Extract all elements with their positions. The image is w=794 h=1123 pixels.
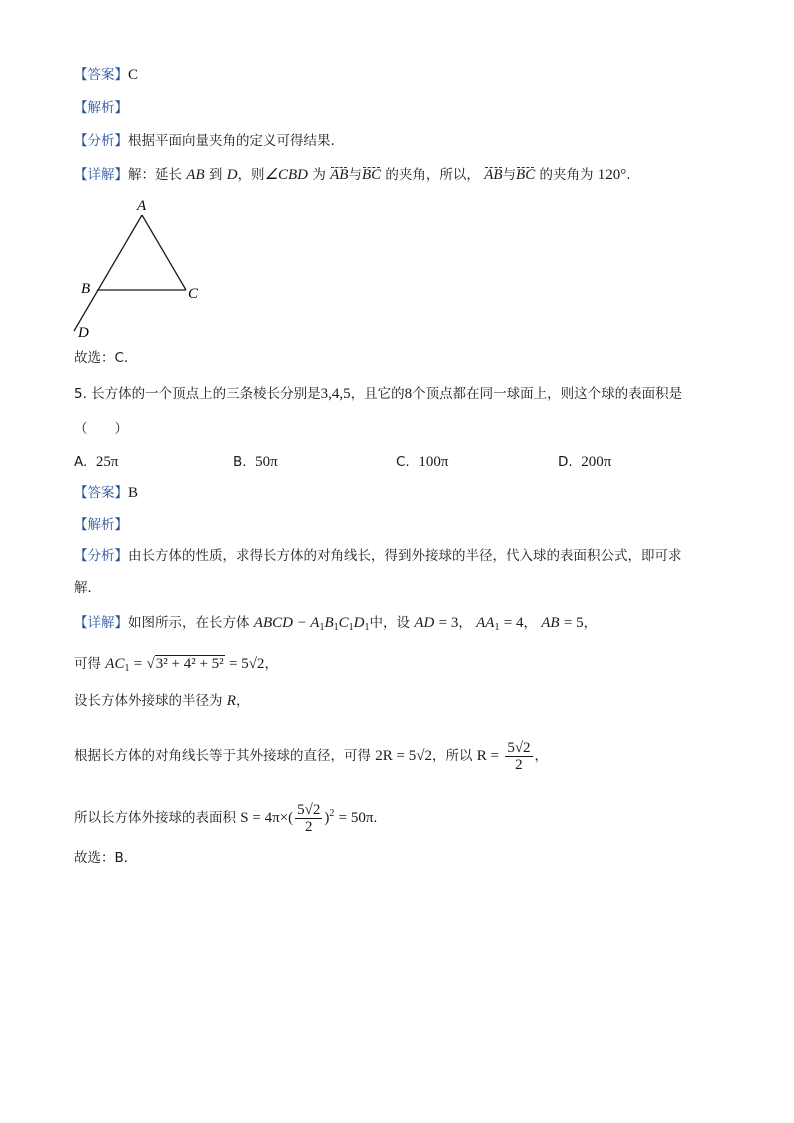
- surface-area-expr: S = 4π×(: [240, 810, 294, 826]
- subscript: 1: [319, 622, 325, 633]
- fenxi-tag: 【分析】: [74, 548, 128, 564]
- xiangjie-text: 与: [348, 167, 362, 183]
- exponent: 2: [329, 808, 335, 819]
- q4-fenxi-line: [74, 132, 335, 150]
- edge-ad: AD: [414, 615, 435, 631]
- xiangjie-text: 所以长方体外接球的表面积: [74, 810, 236, 826]
- box-name: [254, 615, 370, 631]
- option-a: [74, 453, 118, 471]
- punct: ，: [458, 615, 472, 631]
- edge-ab-value: = 5: [563, 615, 584, 631]
- q5-xiangjie-line3: [74, 692, 249, 710]
- q5-analysis-heading: [74, 516, 128, 534]
- xiangjie-text: 为: [312, 167, 326, 183]
- vector-ab: AB: [484, 167, 503, 183]
- q5-xiangjie-line1: [74, 614, 597, 637]
- label-c: C: [188, 286, 199, 302]
- xiangjie-text: ，则: [237, 167, 265, 183]
- vector-bc: BC: [516, 167, 536, 183]
- option-label: D.: [558, 454, 573, 470]
- punct: ，: [264, 656, 278, 672]
- equals: =: [133, 656, 143, 672]
- box-b: B: [324, 615, 334, 631]
- option-label: B.: [233, 454, 247, 470]
- subscript: 1: [333, 622, 339, 633]
- surface-area-result: = 50π: [338, 810, 374, 826]
- option-b: [233, 453, 278, 471]
- option-value: 100π: [418, 454, 449, 470]
- subscript: 1: [494, 622, 500, 633]
- xiangjie-text: 的夹角，所以，: [385, 167, 480, 183]
- radius-fraction: [505, 740, 532, 773]
- diameter-equation: 2R = 5√2: [375, 748, 432, 764]
- option-label: A.: [74, 454, 88, 470]
- option-value: 200π: [581, 454, 612, 470]
- xiangjie-text: 根据长方体的对角线长等于其外接球的直径，可得: [74, 748, 371, 764]
- line-a-c: [142, 215, 186, 290]
- vector-ab: AB: [330, 167, 349, 183]
- xiangjie-text: ，所以: [432, 748, 473, 764]
- xiangjie-text: .: [626, 167, 631, 183]
- box-abcd: ABCD − A: [253, 615, 320, 631]
- xiangjie-text: 到: [208, 167, 223, 183]
- q5-answer-line: [74, 484, 138, 502]
- fraction-denominator: 2: [305, 818, 313, 835]
- q4-xiangjie-line: [74, 166, 631, 184]
- stem-text: 5. 长方体的一个顶点上的三条棱长分别是: [74, 386, 321, 402]
- xiangjie-text: 中，设: [369, 615, 411, 631]
- analysis-tag: 【解析】: [74, 517, 128, 533]
- q4-conclusion: 故选：C．: [74, 350, 138, 366]
- fenxi-tag: 【分析】: [74, 133, 128, 149]
- q5-paren: （ ）: [74, 421, 128, 437]
- answer-tag: 【答案】: [74, 485, 128, 501]
- radical: √3² + 4² + 5²: [146, 656, 224, 672]
- analysis-tag: 【解析】: [74, 100, 128, 116]
- edge-ad-value: = 3: [438, 615, 459, 631]
- answer-value: B: [128, 485, 139, 501]
- q5-fenxi-line2: 解．: [74, 580, 101, 596]
- diagonal-ac1: AC: [105, 656, 125, 672]
- angle-value: 120°: [597, 167, 627, 183]
- punct: ，: [235, 693, 250, 709]
- label-a: A: [137, 198, 147, 214]
- line-a-d: [74, 215, 142, 331]
- label-b: B: [81, 281, 91, 297]
- edge-aa1: AA: [476, 615, 495, 631]
- box-c: C: [338, 615, 349, 631]
- xiangjie-tag: 【详解】: [74, 615, 128, 631]
- option-d: [558, 453, 611, 471]
- triangle-figure: [60, 195, 220, 345]
- q5-fenxi-line1: [74, 547, 682, 565]
- xiangjie-text: 与: [502, 167, 517, 183]
- subscript: 1: [364, 622, 370, 633]
- subscript: 1: [348, 622, 354, 633]
- q5-xiangjie-line4: [74, 738, 548, 774]
- q5-stem-line1: [74, 385, 682, 403]
- fenxi-text: 由长方体的性质，求得长方体的对角线长，得到外接球的半径，代入球的表面积公式，即可求: [128, 548, 682, 564]
- answer-tag: 【答案】: [74, 67, 128, 83]
- q5-xiangjie-line2: [74, 655, 278, 678]
- option-value: 50π: [255, 454, 278, 470]
- edge-lengths: 3,4,5: [320, 386, 351, 402]
- vertex-count: 8: [404, 386, 413, 402]
- stem-text: ，且它的: [350, 386, 405, 402]
- point-d: D: [226, 167, 238, 183]
- fraction-numerator: 5√2: [507, 739, 531, 756]
- fraction-denominator: 2: [515, 756, 523, 773]
- punct: ，: [523, 615, 537, 631]
- edge-ab: AB: [541, 615, 560, 631]
- xiangjie-text: 可得: [74, 656, 101, 672]
- edge-aa1-value: = 4: [503, 615, 524, 631]
- angle-cbd: ∠CBD: [264, 167, 309, 183]
- segment-ab: AB: [186, 167, 205, 183]
- xiangjie-tag: 【详解】: [74, 167, 128, 183]
- q4-answer-line: [74, 66, 138, 84]
- xiangjie-text: 的夹角为: [539, 167, 594, 183]
- q5-xiangjie-line5: 所以长方体外接球的表面积 S = 4π×( $\frac{5√2}{2}$ )$^2$ = 50π.: [74, 801, 378, 835]
- punct: ，: [534, 748, 549, 764]
- option-label: C.: [396, 454, 410, 470]
- surface-area-fraction: [295, 802, 322, 835]
- box-d: D: [353, 615, 365, 631]
- xiangjie-text: 设长方体外接球的半径为: [74, 693, 223, 709]
- option-c: [396, 453, 448, 471]
- subscript: 1: [124, 663, 130, 674]
- label-d: D: [78, 325, 89, 341]
- answer-value: C: [128, 67, 139, 83]
- close-paren: ): [324, 810, 330, 826]
- radicand: 3² + 4² + 5²: [155, 656, 224, 672]
- option-value: 25π: [95, 454, 119, 470]
- vector-bc: BC: [361, 167, 382, 183]
- fenxi-text: 根据平面向量夹角的定义可得结果.: [128, 133, 335, 149]
- fraction-numerator: 5√2: [297, 801, 321, 818]
- radius-symbol: R: [226, 693, 236, 709]
- punct: ，: [583, 615, 598, 631]
- xiangjie-text: 解：延长: [128, 167, 182, 183]
- q5-conclusion: 故选：B．: [74, 850, 138, 866]
- stem-text: 个顶点都在同一球面上，则这个球的表面积是: [412, 386, 683, 402]
- xiangjie-text: 如图所示，在长方体: [128, 615, 250, 631]
- diagonal-result: = 5√2: [228, 656, 265, 672]
- radius-equation: R =: [476, 748, 500, 764]
- q4-analysis-heading: [74, 99, 128, 117]
